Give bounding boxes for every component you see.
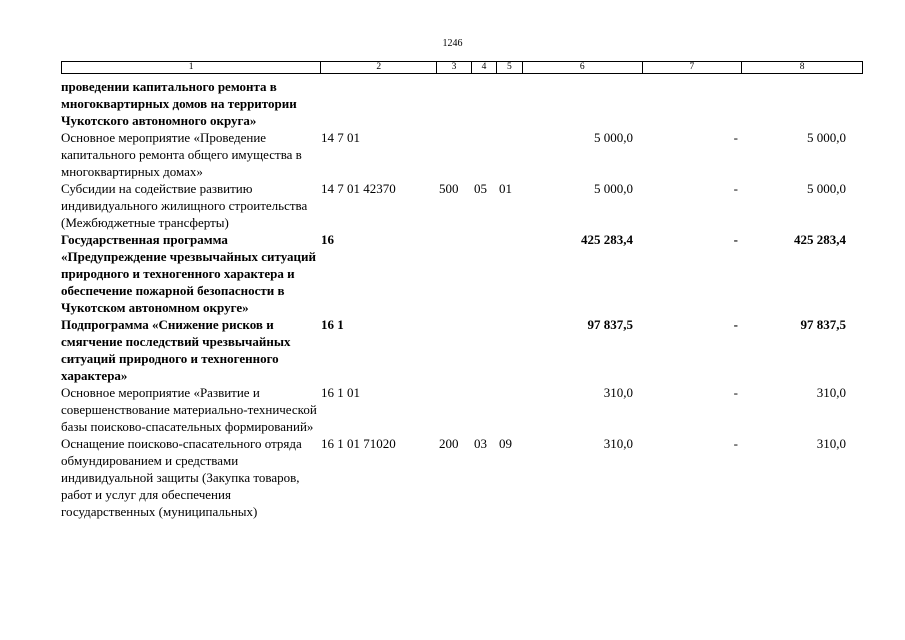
table-row — [61, 384, 863, 435]
cell-code: 16 — [321, 232, 334, 247]
cell-name: Оснащение поисково-спасательного отряда обмундированием и средствами индивидуальной защиты (Закупка товаров, работ и услуг для обеспечения государственных (муниципальных) — [61, 436, 302, 519]
cell-p — [497, 78, 523, 129]
cell-v6: 310,0 — [603, 385, 633, 400]
cell-v7: - — [733, 385, 738, 400]
cell-code: 16 1 — [321, 317, 344, 332]
header-col-3: 3 — [437, 62, 472, 73]
cell-r — [437, 384, 472, 435]
header-col-8: 8 — [799, 62, 805, 72]
cell-s — [472, 316, 497, 384]
table-row — [61, 78, 863, 129]
cell-name: Подпрограмма «Снижение рисков и смягчение последствий чрезвычайных ситуаций природного и техногенного характера» — [61, 317, 291, 383]
cell-p — [497, 316, 523, 384]
cell-v8: 310,0 — [816, 385, 846, 400]
cell-code: 16 1 01 71020 — [321, 436, 396, 451]
cell-s — [472, 384, 497, 435]
cell-s — [472, 78, 497, 129]
table-row — [61, 129, 863, 180]
cell-code — [319, 78, 437, 129]
cell-v8 — [738, 78, 846, 129]
cell-code: 16 1 01 — [321, 385, 360, 400]
cell-s: 03 — [474, 436, 487, 451]
cell-r — [437, 231, 472, 316]
cell-p — [497, 384, 523, 435]
cell-s — [472, 231, 497, 316]
header-col-5: 5 — [497, 62, 523, 73]
cell-v8: 310,0 — [816, 436, 846, 451]
cell-v7: - — [733, 436, 738, 451]
cell-name: Субсидии на содействие развитию индивидуального жилищного строительства (Межбюджетные трансферты) — [61, 181, 308, 230]
cell-r — [437, 316, 472, 384]
cell-v7: - — [733, 181, 738, 196]
header-col-6: 6 — [523, 62, 643, 73]
cell-v8: 5 000,0 — [807, 181, 846, 196]
cell-name: Основное мероприятие «Проведение капитального ремонта общего имущества в многоквартирных домах» — [61, 130, 302, 179]
cell-v8: 97 837,5 — [800, 317, 846, 332]
cell-r — [437, 78, 472, 129]
cell-r: 200 — [439, 436, 459, 451]
cell-code: 14 7 01 — [321, 130, 360, 145]
cell-code: 14 7 01 42370 — [321, 181, 396, 196]
page-number: 1246 — [442, 38, 463, 49]
table-row — [61, 231, 863, 316]
header-col-1: 1 — [62, 62, 321, 73]
cell-v8: 5 000,0 — [807, 130, 846, 145]
cell-v7: - — [733, 317, 738, 332]
cell-v6: 97 837,5 — [587, 317, 633, 332]
cell-v6: 5 000,0 — [594, 130, 633, 145]
cell-p — [497, 231, 523, 316]
cell-name: Государственная программа «Предупреждение чрезвычайных ситуаций природного и техногенного характера и обеспечение пожарной безопасности в Чукотском автономном округе» — [61, 232, 316, 315]
table-row — [61, 180, 863, 231]
cell-s: 05 — [474, 181, 487, 196]
cell-name: проведении капитального ремонта в многоквартирных домов на территории Чукотского автономного округа» — [61, 79, 297, 128]
table-row — [61, 435, 863, 520]
cell-v7: - — [733, 130, 738, 145]
cell-s — [472, 129, 497, 180]
cell-r — [437, 129, 472, 180]
cell-p: 09 — [499, 436, 512, 451]
cell-v7: - — [733, 232, 738, 247]
table-header — [61, 61, 863, 74]
header-col-4: 4 — [472, 62, 497, 73]
cell-v6: 310,0 — [603, 436, 633, 451]
table-row — [61, 316, 863, 384]
cell-p: 01 — [499, 181, 512, 196]
cell-r: 500 — [439, 181, 459, 196]
cell-v6: 425 283,4 — [581, 232, 633, 247]
header-col-7: 7 — [643, 62, 743, 73]
cell-v6 — [523, 78, 633, 129]
cell-v8: 425 283,4 — [794, 232, 846, 247]
budget-table-body — [61, 78, 863, 520]
cell-p — [497, 129, 523, 180]
cell-v7 — [633, 78, 738, 129]
cell-name: Основное мероприятие «Развитие и совершенствование материально-технической базы поисково-спасательных формирований» — [61, 385, 317, 434]
cell-v6: 5 000,0 — [594, 181, 633, 196]
header-col-2: 2 — [321, 62, 437, 73]
